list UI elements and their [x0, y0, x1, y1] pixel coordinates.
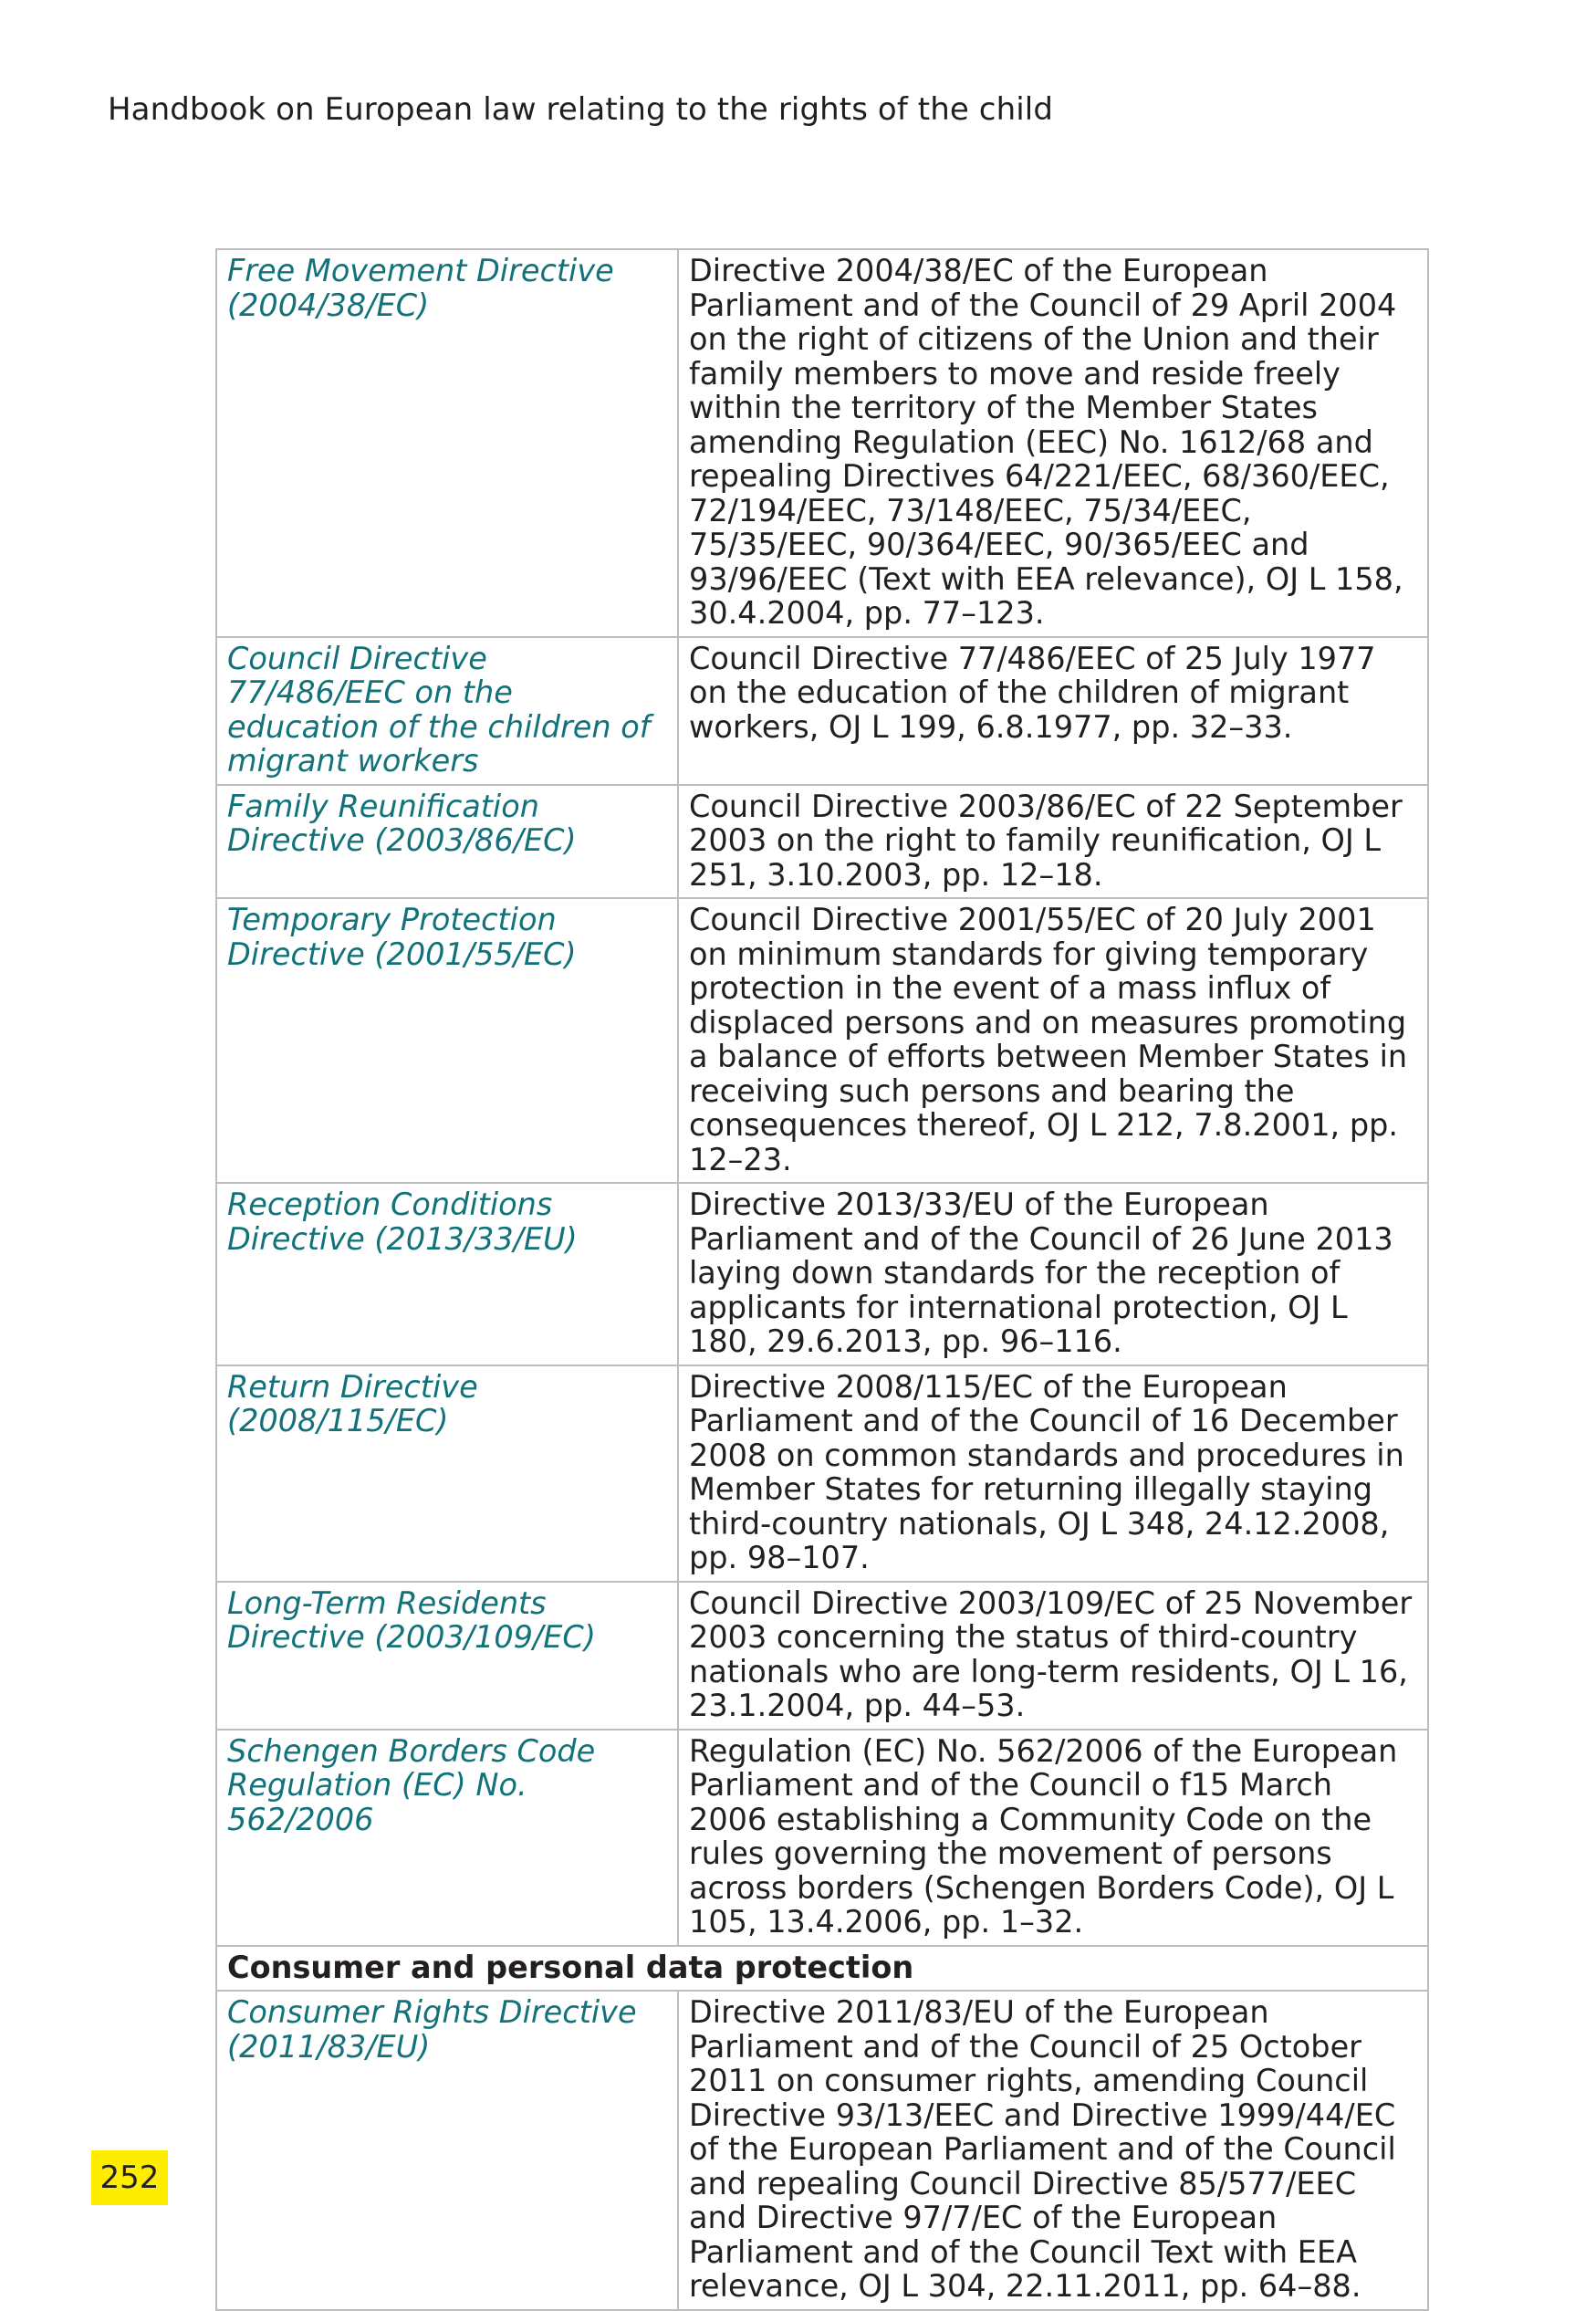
instrument-name: Temporary Protection Directive (2001/55/EC)	[216, 898, 678, 1183]
table-row	[216, 898, 1428, 1183]
table-row	[216, 1582, 1428, 1730]
legal-instruments-table	[215, 248, 1429, 2311]
table-row	[216, 637, 1428, 785]
instrument-citation: Directive 2004/38/EC of the European Parliament and of the Council of 29 April 2004 on the right of citizens of the Union and their family members to move and reside freely within the territory of the Member States amending Regulation (EEC) No. 1612/68 and repealing Directives 64/221/EEC, 68/360/EEC, 72/194/EEC, 73/148/EEC, 75/34/EEC, 75/35/EEC, 90/364/EEC, 90/365/EEC and 93/96/EEC (Text with EEA relevance), OJ L 158, 30.4.2004, pp. 77–123.	[678, 249, 1428, 637]
table-row	[216, 1365, 1428, 1582]
instrument-citation: Council Directive 2001/55/EC of 20 July 2001 on minimum standards for giving temporary protection in the event of a mass influx of displaced persons and on measures promoting a balance of efforts between Member States in receiving such persons and bearing the consequences thereof, OJ L 212, 7.8.2001, pp. 12–23.	[678, 898, 1428, 1183]
instrument-name: Long-Term Residents Directive (2003/109/EC)	[216, 1582, 678, 1730]
instrument-citation: Directive 2013/33/EU of the European Parliament and of the Council of 26 June 2013 laying down standards for the reception of applicants for international protection, OJ L 180, 29.6.2013, pp. 96–116.	[678, 1183, 1428, 1365]
instrument-name: Family Reunification Directive (2003/86/EC)	[216, 785, 678, 899]
instrument-name: Schengen Borders Code Regulation (EC) No. 562/2006	[216, 1730, 678, 1946]
instrument-name: Reception Conditions Directive (2013/33/EU)	[216, 1183, 678, 1365]
instrument-citation: Regulation (EC) No. 562/2006 of the European Parliament and of the Council o f15 March 2006 establishing a Community Code on the rules governing the movement of persons across borders (Schengen Borders Code), OJ L 105, 13.4.2006, pp. 1–32.	[678, 1730, 1428, 1946]
instrument-name: Council Directive 77/486/EEC on the education of the children of migrant workers	[216, 637, 678, 785]
section-heading-row	[216, 1946, 1428, 1992]
table-row	[216, 1183, 1428, 1365]
instrument-name: Consumer Rights Directive (2011/83/EU)	[216, 1991, 678, 2310]
instrument-name: Free Movement Directive (2004/38/EC)	[216, 249, 678, 637]
table-row	[216, 249, 1428, 637]
section-heading: Consumer and personal data protection	[216, 1946, 1428, 1992]
instrument-name: Return Directive (2008/115/EC)	[216, 1365, 678, 1582]
instrument-citation: Directive 2011/83/EU of the European Parliament and of the Council of 25 October 2011 on consumer rights, amending Council Directive 93/13/EEC and Directive 1999/44/EC of the European Parliament and of the Council and repealing Council Directive 85/577/EEC and Directive 97/7/EC of the European Parliament and of the Council Text with EEA relevance, OJ L 304, 22.11.2011, pp. 64–88.	[678, 1991, 1428, 2310]
instrument-citation: Council Directive 2003/109/EC of 25 November 2003 concerning the status of third-country nationals who are long-term residents, OJ L 16, 23.1.2004, pp. 44–53.	[678, 1582, 1428, 1730]
instrument-citation: Directive 2008/115/EC of the European Parliament and of the Council of 16 December 2008 on common standards and procedures in Member States for returning illegally staying third-country nationals, OJ L 348, 24.12.2008, pp. 98–107.	[678, 1365, 1428, 1582]
instrument-citation: Council Directive 77/486/EEC of 25 July 1977 on the education of the children of migrant workers, OJ L 199, 6.8.1977, pp. 32–33.	[678, 637, 1428, 785]
table-row	[216, 785, 1428, 899]
instrument-citation: Council Directive 2003/86/EC of 22 September 2003 on the right to family reunification, OJ L 251, 3.10.2003, pp. 12–18.	[678, 785, 1428, 899]
table-row	[216, 1991, 1428, 2310]
table-row	[216, 1730, 1428, 1946]
page-number: 252	[91, 2150, 168, 2205]
running-header: Handbook on European law relating to the rights of the child	[108, 91, 1054, 128]
